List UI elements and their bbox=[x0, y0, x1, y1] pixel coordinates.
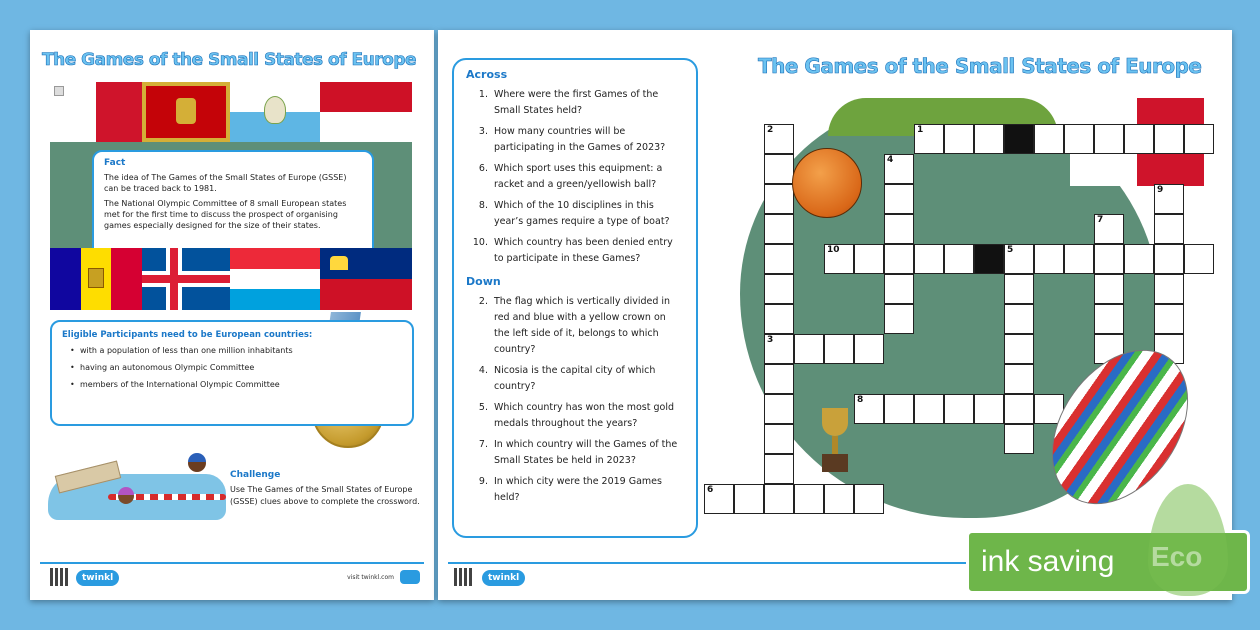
crossword-cell[interactable] bbox=[1004, 364, 1034, 394]
clue-number: 5 bbox=[1007, 245, 1014, 255]
luxembourg-flag bbox=[230, 248, 320, 310]
across-heading: Across bbox=[466, 68, 508, 81]
crossword-grid bbox=[438, 30, 1232, 600]
clue-number: 9 bbox=[1157, 185, 1164, 195]
crossword-cell[interactable] bbox=[794, 334, 824, 364]
iceland-flag bbox=[142, 248, 230, 310]
crossword-cell[interactable] bbox=[764, 394, 794, 424]
crossword-cell[interactable] bbox=[1034, 244, 1064, 274]
crossword-cell[interactable] bbox=[1094, 244, 1124, 274]
crossword-cell[interactable] bbox=[764, 424, 794, 454]
clue-number: 6 bbox=[707, 485, 714, 495]
challenge-box bbox=[230, 470, 420, 508]
clue-across-1: 1. Where were the first Games of the Small States held? bbox=[478, 89, 659, 116]
montenegro-flag bbox=[142, 82, 230, 142]
crossword-cell[interactable] bbox=[1154, 244, 1184, 274]
qr-code-icon bbox=[50, 568, 68, 586]
crossword-cell[interactable] bbox=[1064, 124, 1094, 154]
eligible-item: • having an autonomous Olympic Committee bbox=[80, 363, 402, 372]
crossword-cell[interactable] bbox=[1124, 124, 1154, 154]
crossword-cell[interactable] bbox=[1034, 124, 1064, 154]
fact-paragraph-2: The National Olympic Committee of 8 small European states met for the first time to discuss the prospect of organising games especially designed for the size of their states. bbox=[104, 199, 347, 230]
crossword-cell[interactable] bbox=[1154, 304, 1184, 334]
crossword-cell[interactable] bbox=[1124, 244, 1154, 274]
footer-url: visit twinkl.com bbox=[347, 574, 394, 581]
crossword-cell[interactable] bbox=[764, 274, 794, 304]
fact-heading: Fact bbox=[104, 158, 126, 168]
twinkl-logo: twinkl bbox=[482, 570, 525, 586]
ink-saving-label: ink saving bbox=[981, 545, 1115, 578]
andorra-flag bbox=[50, 248, 142, 310]
clue-number: 2 bbox=[767, 125, 774, 135]
fact-paragraph-1: The idea of The Games of the Small States of Europe (GSSE) can be traced back to 1981. bbox=[104, 173, 347, 193]
crossword-cell[interactable] bbox=[884, 214, 914, 244]
basketball-icon bbox=[792, 148, 862, 218]
crossword-cell[interactable] bbox=[884, 244, 914, 274]
crossword-cell[interactable] bbox=[1004, 424, 1034, 454]
crossword-cell[interactable] bbox=[764, 304, 794, 334]
crossword-cell[interactable] bbox=[1154, 124, 1184, 154]
clue-number: 3 bbox=[767, 335, 774, 345]
monaco-flag bbox=[320, 82, 412, 142]
crossword-cell[interactable] bbox=[734, 484, 764, 514]
clue-down-2: 2. The flag which is vertically divided in red and blue with a yellow crown on the left side of it, belongs to which country? bbox=[478, 296, 671, 355]
clue-number: 10 bbox=[827, 245, 840, 255]
eligible-item: • with a population of less than one million inhabitants bbox=[80, 346, 402, 355]
clue-number: 4 bbox=[887, 155, 894, 165]
malta-flag bbox=[50, 82, 142, 142]
crossword-cell[interactable] bbox=[1094, 274, 1124, 304]
crossword-cell[interactable] bbox=[884, 304, 914, 334]
eligible-participants-box bbox=[50, 320, 414, 426]
eligible-heading: Eligible Participants need to be European countries: bbox=[62, 330, 313, 340]
crossword-cell[interactable] bbox=[914, 394, 944, 424]
crossword-cell[interactable] bbox=[764, 364, 794, 394]
crossword-cell[interactable] bbox=[1004, 124, 1034, 154]
crossword-cell[interactable] bbox=[1004, 304, 1034, 334]
crossword-cell[interactable] bbox=[1094, 304, 1124, 334]
san-marino-flag bbox=[230, 82, 320, 142]
crossword-cell[interactable] bbox=[944, 394, 974, 424]
clue-across-8: 8. Which of the 10 disciplines in this year’s games require a type of boat? bbox=[478, 200, 670, 227]
crossword-cell[interactable] bbox=[764, 154, 794, 184]
crossword-cell[interactable] bbox=[854, 244, 884, 274]
crossword-cell[interactable] bbox=[1094, 124, 1124, 154]
crossword-cell[interactable] bbox=[944, 244, 974, 274]
clue-down-7: 7. In which country will the Games of the Small States be held in 2023? bbox=[478, 439, 678, 466]
crossword-cell[interactable] bbox=[854, 484, 884, 514]
challenge-text: Use The Games of the Small States of Europe (GSSE) clues above to complete the crossword. bbox=[230, 485, 420, 506]
crossword-cell[interactable] bbox=[764, 184, 794, 214]
clue-down-4: 4. Nicosia is the capital city of which country? bbox=[478, 365, 656, 392]
clue-number: 8 bbox=[857, 395, 864, 405]
crossword-cell[interactable] bbox=[1184, 244, 1214, 274]
clue-across-6: 6. Which sport uses this equipment: a racket and a green/yellowish ball? bbox=[478, 163, 663, 190]
crossword-cell[interactable] bbox=[884, 184, 914, 214]
crossword-cell[interactable] bbox=[1154, 214, 1184, 244]
crossword-cell[interactable] bbox=[974, 244, 1004, 274]
crossword-cell[interactable] bbox=[974, 124, 1004, 154]
crossword-cell[interactable] bbox=[824, 334, 854, 364]
crossword-title: The Games of the Small States of Europe bbox=[758, 54, 1202, 78]
crossword-cell[interactable] bbox=[764, 454, 794, 484]
crossword-cell[interactable] bbox=[794, 484, 824, 514]
crossword-cell[interactable] bbox=[884, 274, 914, 304]
crossword-cell[interactable] bbox=[884, 394, 914, 424]
crossword-cell[interactable] bbox=[764, 244, 794, 274]
page-title: The Games of the Small States of Europe bbox=[42, 50, 417, 70]
crossword-cell[interactable] bbox=[764, 214, 794, 244]
clue-number: 7 bbox=[1097, 215, 1104, 225]
crossword-cell[interactable] bbox=[1184, 124, 1214, 154]
clue-across-10: 10. Which country has been denied entry to participate in these Games? bbox=[472, 237, 673, 264]
crossword-cell[interactable] bbox=[974, 394, 1004, 424]
clue-down-9: 9. In which city were the 2019 Games held? bbox=[478, 476, 662, 503]
crossword-cell[interactable] bbox=[1004, 334, 1034, 364]
challenge-heading: Challenge bbox=[230, 470, 281, 480]
clue-down-5: 5. Which country has won the most gold medals throughout the years? bbox=[478, 402, 674, 429]
twinkl-logo: twinkl bbox=[76, 570, 119, 586]
trophy-icon bbox=[818, 408, 852, 478]
down-heading: Down bbox=[466, 275, 501, 288]
crossword-cell[interactable] bbox=[944, 124, 974, 154]
crossword-cell[interactable] bbox=[854, 334, 884, 364]
crossword-cell[interactable] bbox=[1154, 274, 1184, 304]
eligible-item: • members of the International Olympic Committee bbox=[80, 380, 402, 389]
left-footer bbox=[40, 562, 424, 588]
swimming-pool-illustration bbox=[48, 454, 226, 524]
clue-number: 1 bbox=[917, 125, 924, 135]
crossword-cell[interactable] bbox=[1064, 244, 1094, 274]
crossword-cell[interactable] bbox=[914, 244, 944, 274]
liechtenstein-flag bbox=[320, 248, 412, 310]
crossword-cell[interactable] bbox=[764, 484, 794, 514]
crossword-cell[interactable] bbox=[824, 484, 854, 514]
clue-across-3: 3. How many countries will be participating in the Games of 2023? bbox=[478, 126, 666, 153]
crossword-cell[interactable] bbox=[1004, 274, 1034, 304]
twinkl-badge-icon bbox=[400, 570, 420, 584]
left-worksheet-page bbox=[30, 30, 434, 600]
qr-code-icon bbox=[454, 568, 472, 586]
crossword-cell[interactable] bbox=[1004, 394, 1034, 424]
right-worksheet-page bbox=[438, 30, 1232, 600]
